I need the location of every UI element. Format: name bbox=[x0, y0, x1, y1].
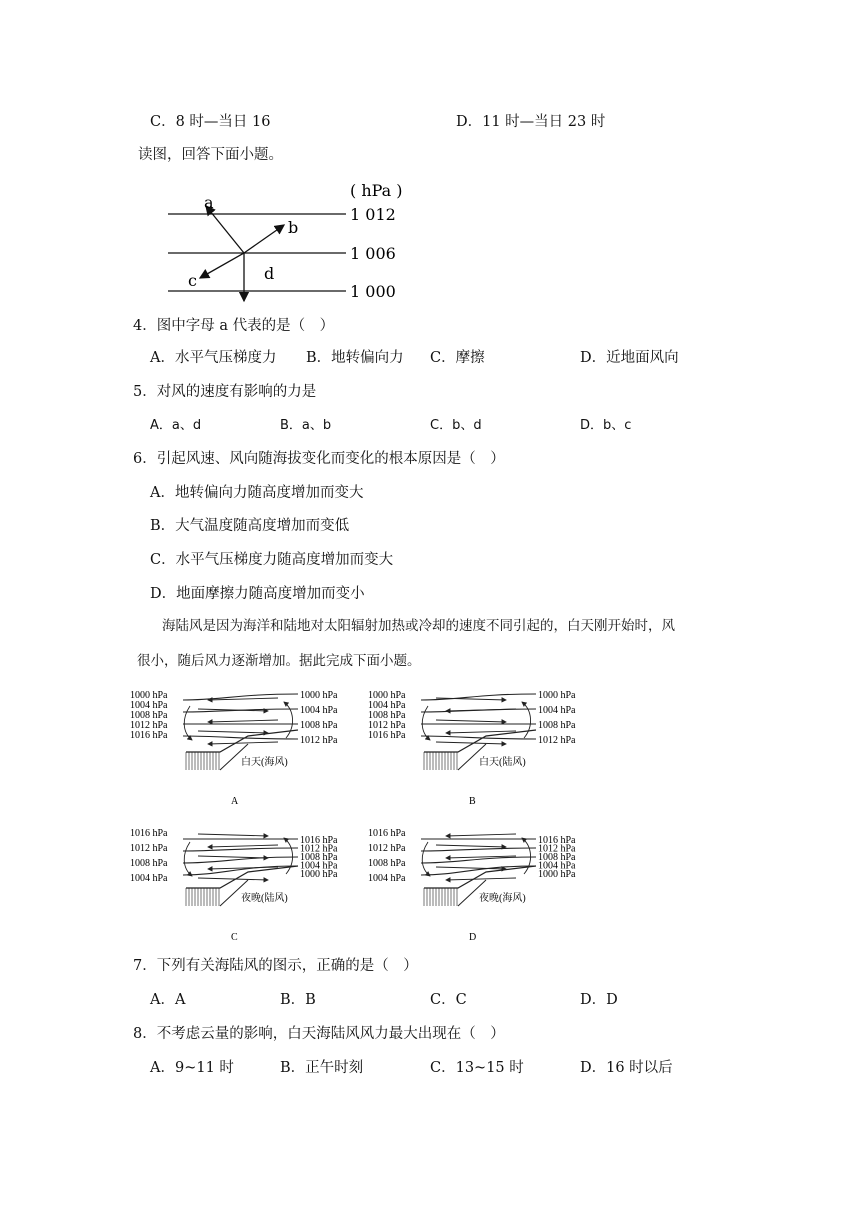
pressure-label-right: 1008 hPa bbox=[300, 720, 338, 731]
pressure-label-right: 1004 hPa bbox=[300, 705, 338, 716]
pressure-label-left: 1008 hPa bbox=[130, 710, 168, 721]
unit-label: ( hPa ) bbox=[350, 181, 403, 200]
pressure-label-right: 1012 hPa bbox=[300, 843, 338, 855]
q5-option-b: B．a、b bbox=[280, 418, 332, 433]
pressure-label-left: 1004 hPa bbox=[368, 873, 406, 884]
pressure-label-left: 1008 hPa bbox=[368, 710, 406, 721]
intro-sea-land-breeze-line2: 很小，随后风力逐渐增加。据此完成下面小题。 bbox=[137, 653, 421, 669]
q3-option-c: C．8 时—当日 16 bbox=[150, 114, 271, 130]
arrow-b bbox=[244, 225, 284, 253]
pressure-label-left: 1008 hPa bbox=[368, 858, 406, 869]
q8-stem: 8．不考虑云量的影响，白天海陆风风力最大出现在（ ） bbox=[133, 1026, 505, 1042]
panel-letter: D bbox=[469, 932, 477, 943]
pressure-label-right: 1008 hPa bbox=[300, 852, 338, 863]
q4-option-d: D．近地面风向 bbox=[580, 350, 679, 366]
pressure-label-right: 1012 hPa bbox=[538, 843, 576, 855]
arrow-c bbox=[200, 253, 244, 278]
pressure-label-left: 1012 hPa bbox=[130, 843, 168, 854]
pressure-label-left: 1016 hPa bbox=[368, 828, 406, 839]
pressure-label-left: 1016 hPa bbox=[130, 730, 168, 741]
q8-option-c: C．13~15 时 bbox=[430, 1060, 524, 1076]
isobar-label-1012: 1 012 bbox=[350, 205, 396, 224]
pressure-label-right: 1000 hPa bbox=[538, 869, 576, 880]
pressure-label-right: 1016 hPa bbox=[538, 835, 576, 846]
q6-option-b: B．大气温度随高度增加而变低 bbox=[150, 518, 350, 534]
q6-option-a: A．地转偏向力随高度增加而变大 bbox=[150, 485, 364, 501]
label-c: c bbox=[188, 271, 197, 290]
q4-option-c: C．摩擦 bbox=[430, 350, 485, 366]
q4-option-a: A．水平气压梯度力 bbox=[150, 350, 277, 366]
pressure-label-left: 1012 hPa bbox=[130, 720, 168, 731]
q6-option-c: C．水平气压梯度力随高度增加而变大 bbox=[150, 552, 394, 568]
panel-a bbox=[130, 690, 338, 807]
pressure-label-left: 1004 hPa bbox=[130, 700, 168, 711]
panel-letter: A bbox=[231, 796, 239, 807]
q8-option-b: B．正午时刻 bbox=[280, 1060, 364, 1076]
pressure-label-left: 1008 hPa bbox=[130, 858, 168, 869]
pressure-label-left: 1012 hPa bbox=[368, 843, 406, 854]
q5-option-c: C．b、d bbox=[430, 418, 482, 433]
panel-caption: 夜晚(陆风) bbox=[241, 893, 288, 904]
q8-option-d: D．16 时以后 bbox=[580, 1060, 673, 1076]
panel-letter: C bbox=[231, 932, 238, 943]
panel-caption: 夜晚(海风) bbox=[479, 893, 526, 904]
pressure-label-right: 1012 hPa bbox=[300, 735, 338, 746]
pressure-label-right: 1012 hPa bbox=[538, 735, 576, 746]
q7-option-b: B．B bbox=[280, 992, 316, 1008]
panel-caption: 白天(海风) bbox=[241, 757, 288, 768]
pressure-label-left: 1016 hPa bbox=[130, 828, 168, 839]
q4-stem: 4．图中字母 a 代表的是（ ） bbox=[133, 318, 335, 334]
pressure-label-left: 1012 hPa bbox=[368, 720, 406, 731]
q7-stem: 7．下列有关海陆风的图示，正确的是（ ） bbox=[133, 958, 418, 974]
panel-d bbox=[368, 828, 576, 943]
intro-read-figure: 读图，回答下面小题。 bbox=[138, 147, 283, 163]
label-b: b bbox=[288, 218, 299, 237]
label-a: a bbox=[204, 193, 214, 212]
q5-stem: 5．对风的速度有影响的力是 bbox=[133, 384, 317, 400]
isobar-label-1000: 1 000 bbox=[350, 282, 396, 301]
q7-option-a: A．A bbox=[150, 992, 186, 1008]
panel-letter: B bbox=[469, 796, 476, 807]
panel-b bbox=[368, 690, 576, 807]
pressure-label-left: 1004 hPa bbox=[130, 873, 168, 884]
pressure-label-right: 1004 hPa bbox=[538, 860, 576, 872]
pressure-label-right: 1004 hPa bbox=[300, 860, 338, 872]
pressure-label-right: 1004 hPa bbox=[538, 705, 576, 716]
panel-caption: 白天(陆风) bbox=[479, 757, 526, 768]
pressure-label-right: 1000 hPa bbox=[300, 869, 338, 880]
q5-option-a: A．a、d bbox=[150, 418, 202, 433]
pressure-label-right: 1000 hPa bbox=[300, 690, 338, 701]
pressure-label-left: 1000 hPa bbox=[368, 690, 406, 701]
sea-land-breeze-figure bbox=[128, 686, 598, 944]
q6-option-d: D．地面摩擦力随高度增加而变小 bbox=[150, 586, 365, 602]
q6-stem: 6．引起风速、风向随海拔变化而变化的根本原因是（ ） bbox=[133, 451, 505, 467]
pressure-label-left: 1000 hPa bbox=[130, 690, 168, 701]
wind-force-diagram bbox=[160, 178, 410, 303]
pressure-label-right: 1008 hPa bbox=[538, 720, 576, 731]
label-d: d bbox=[264, 264, 275, 283]
pressure-label-right: 1000 hPa bbox=[538, 690, 576, 701]
arrow-a bbox=[206, 206, 244, 253]
q7-option-d: D．D bbox=[580, 992, 618, 1008]
q4-option-b: B．地转偏向力 bbox=[306, 350, 404, 366]
pressure-label-right: 1008 hPa bbox=[538, 852, 576, 863]
q5-option-d: D．b、c bbox=[580, 418, 632, 433]
pressure-label-left: 1004 hPa bbox=[368, 700, 406, 711]
q7-option-c: C．C bbox=[430, 992, 467, 1008]
q3-option-d: D．11 时—当日 23 时 bbox=[456, 114, 606, 130]
pressure-label-right: 1016 hPa bbox=[300, 835, 338, 846]
isobar-label-1006: 1 006 bbox=[350, 244, 396, 263]
pressure-label-left: 1016 hPa bbox=[368, 730, 406, 741]
panel-c bbox=[130, 828, 338, 943]
q8-option-a: A．9~11 时 bbox=[150, 1060, 234, 1076]
intro-sea-land-breeze-line1: 海陆风是因为海洋和陆地对太阳辐射加热或冷却的速度不同引起的，白天刚开始时，风 bbox=[162, 618, 675, 634]
